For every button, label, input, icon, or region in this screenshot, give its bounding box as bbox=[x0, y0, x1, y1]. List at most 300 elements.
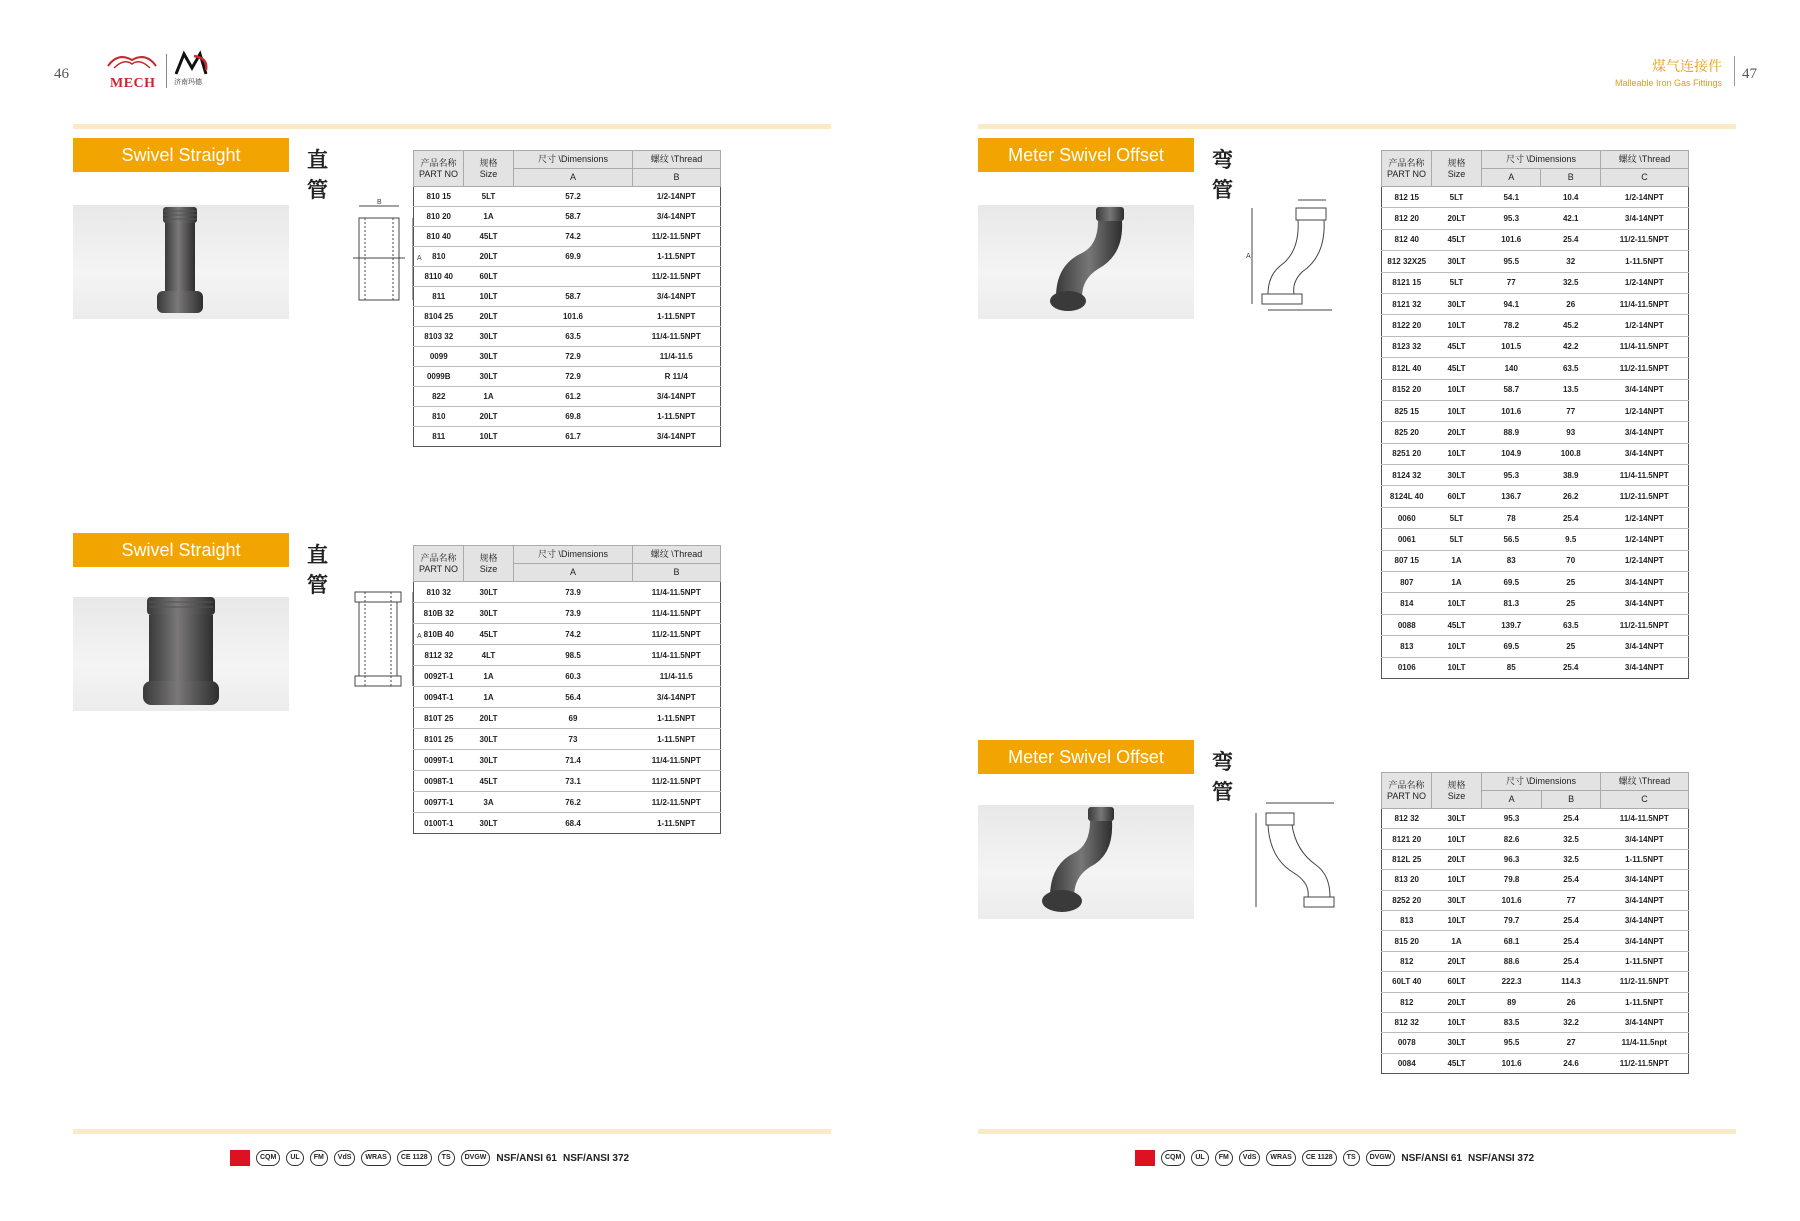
section-title-cn: 弯管 bbox=[1212, 751, 1233, 804]
cert-badge: CE 1128 bbox=[1302, 1150, 1337, 1166]
table-cell: 25.4 bbox=[1542, 951, 1601, 971]
svg-text:B: B bbox=[377, 199, 382, 206]
table-row bbox=[414, 792, 721, 813]
table-cell: 1/2-14NPT bbox=[1600, 507, 1688, 528]
table-cell: 95.5 bbox=[1482, 1033, 1542, 1053]
table-row bbox=[414, 247, 721, 267]
table-cell: 3/4-14NPT bbox=[632, 207, 720, 227]
table-cell: 101.6 bbox=[1482, 229, 1541, 250]
table-cell: 0099T-1 bbox=[414, 750, 464, 771]
table-row bbox=[1382, 1033, 1689, 1053]
col-size-en: Size bbox=[1447, 168, 1466, 179]
table-cell: 810 32 bbox=[414, 582, 464, 603]
table-cell: 88.6 bbox=[1482, 951, 1542, 971]
col-part-cn: 产品名称 bbox=[420, 157, 457, 168]
table-row bbox=[1382, 593, 1689, 614]
table-cell: 101.6 bbox=[514, 307, 633, 327]
col-b: B bbox=[632, 564, 720, 582]
table-row bbox=[1382, 931, 1689, 951]
col-part-cn: 产品名称 bbox=[1388, 779, 1425, 790]
table-cell: 810 bbox=[414, 407, 464, 427]
table-cell: 32.5 bbox=[1541, 272, 1600, 293]
cert-badge: VdS bbox=[1239, 1150, 1261, 1166]
spec-table bbox=[413, 545, 721, 834]
col-c: C bbox=[1600, 169, 1688, 187]
table-cell: 63.5 bbox=[1541, 358, 1600, 379]
cert-badge: FM bbox=[1215, 1150, 1233, 1166]
table-cell: 73 bbox=[514, 729, 633, 750]
table-cell: 61.2 bbox=[514, 387, 633, 407]
section-title-en: Swivel Straight bbox=[73, 533, 289, 567]
svg-text:A: A bbox=[417, 633, 422, 640]
table-cell: 76.2 bbox=[514, 792, 633, 813]
table-row bbox=[414, 327, 721, 347]
table-cell: 69.5 bbox=[1482, 572, 1541, 593]
top-rule-left bbox=[73, 124, 831, 129]
table-cell: 11/4-11.5NPT bbox=[1600, 465, 1688, 486]
table-row bbox=[1382, 657, 1689, 678]
table-cell: 25.4 bbox=[1542, 809, 1601, 829]
table-cell: 1/2-14NPT bbox=[1600, 315, 1688, 336]
table-cell: 812L 25 bbox=[1382, 849, 1432, 869]
table-cell: 11/4-11.5NPT bbox=[1600, 336, 1688, 357]
table-cell: 3/4-14NPT bbox=[1600, 870, 1688, 890]
table-cell: 10LT bbox=[1432, 657, 1482, 678]
col-a: A bbox=[514, 169, 633, 187]
table-cell: 20LT bbox=[1432, 849, 1482, 869]
table-cell: 60.3 bbox=[514, 666, 633, 687]
table-cell: 69.9 bbox=[514, 247, 633, 267]
table-row bbox=[1382, 529, 1689, 550]
table-cell: 11/2-11.5NPT bbox=[632, 227, 720, 247]
table-cell: 0088 bbox=[1382, 614, 1432, 635]
table-cell: 812 32 bbox=[1382, 809, 1432, 829]
table-cell: 813 20 bbox=[1382, 870, 1432, 890]
col-size-en: Size bbox=[479, 563, 498, 574]
table-cell: 11/2-11.5NPT bbox=[1600, 614, 1688, 635]
table-cell: 0098T-1 bbox=[414, 771, 464, 792]
table-cell: 26.2 bbox=[1541, 486, 1600, 507]
logo-text: MECH bbox=[110, 76, 156, 91]
table-cell: 25.4 bbox=[1542, 910, 1601, 930]
table-row bbox=[1382, 293, 1689, 314]
table-cell: 810 15 bbox=[414, 187, 464, 207]
table-cell: 94.1 bbox=[1482, 293, 1541, 314]
table-cell: 810 40 bbox=[414, 227, 464, 247]
table-cell: 69 bbox=[514, 708, 633, 729]
table-row bbox=[1382, 890, 1689, 910]
table-row bbox=[1382, 972, 1689, 992]
col-part-cn: 产品名称 bbox=[1388, 157, 1425, 168]
table-cell: 57.2 bbox=[514, 187, 633, 207]
table-cell: 3/4-14NPT bbox=[1600, 829, 1688, 849]
col-dimensions: 尺寸 \Dimensions bbox=[1482, 773, 1601, 791]
table-cell: 101.6 bbox=[1482, 400, 1541, 421]
table-cell: 32.2 bbox=[1542, 1012, 1601, 1032]
svg-text:A: A bbox=[417, 255, 422, 262]
table-cell: 56.5 bbox=[1482, 529, 1541, 550]
table-cell: 20LT bbox=[1432, 208, 1482, 229]
table-row bbox=[1382, 870, 1689, 890]
table-cell: 8121 20 bbox=[1382, 829, 1432, 849]
col-b: B bbox=[1541, 169, 1600, 187]
section-title-en: Meter Swivel Offset bbox=[978, 138, 1194, 172]
table-cell: 1-11.5NPT bbox=[1600, 849, 1688, 869]
table-cell: 3/4-14NPT bbox=[1600, 443, 1688, 464]
table-cell: 45LT bbox=[1432, 229, 1482, 250]
table-cell: 69.5 bbox=[1482, 636, 1541, 657]
table-row bbox=[1382, 443, 1689, 464]
table-cell: 45LT bbox=[1432, 336, 1482, 357]
product-photo bbox=[73, 597, 289, 711]
table-cell: 30LT bbox=[464, 750, 514, 771]
table-cell: 5LT bbox=[1432, 187, 1482, 208]
table-row bbox=[1382, 465, 1689, 486]
table-cell: 10LT bbox=[464, 287, 514, 307]
table-cell: 60LT bbox=[1432, 972, 1482, 992]
table-row bbox=[414, 187, 721, 207]
table-cell: 8103 32 bbox=[414, 327, 464, 347]
table-row bbox=[414, 624, 721, 645]
table-cell: 45LT bbox=[464, 771, 514, 792]
col-size-cn: 规格 bbox=[479, 157, 498, 168]
table-cell: 11/4-11.5NPT bbox=[632, 582, 720, 603]
table-cell: 3/4-14NPT bbox=[1600, 931, 1688, 951]
table-cell: 45LT bbox=[464, 624, 514, 645]
right-page-number: 47 bbox=[1742, 66, 1757, 82]
table-cell: 813 bbox=[1382, 636, 1432, 657]
table-row bbox=[1382, 809, 1689, 829]
table-cell: 25.4 bbox=[1541, 657, 1600, 678]
table-cell: 20LT bbox=[464, 307, 514, 327]
table-cell: 85 bbox=[1482, 657, 1541, 678]
table-cell: 11/4-11.5NPT bbox=[1600, 809, 1688, 829]
table-cell: 11/2-11.5NPT bbox=[632, 771, 720, 792]
table-cell: R 11/4 bbox=[632, 367, 720, 387]
table-cell: 68.4 bbox=[514, 813, 633, 834]
cert-badge: NSF/ANSI 61 bbox=[1401, 1152, 1462, 1164]
table-cell: 1-11.5NPT bbox=[632, 247, 720, 267]
table-row bbox=[1382, 829, 1689, 849]
table-row bbox=[414, 729, 721, 750]
table-cell: 10LT bbox=[1432, 315, 1482, 336]
cert-badge: WRAS bbox=[1266, 1150, 1295, 1166]
table-cell: 8121 32 bbox=[1382, 293, 1432, 314]
table-cell: 60LT bbox=[1432, 486, 1482, 507]
table-cell: 814 bbox=[1382, 593, 1432, 614]
table-row bbox=[414, 771, 721, 792]
table-cell: 3/4-14NPT bbox=[1600, 910, 1688, 930]
product-photo bbox=[978, 805, 1194, 919]
table-cell: 11/4-11.5NPT bbox=[632, 750, 720, 771]
table-cell: 11/2-11.5NPT bbox=[1600, 1053, 1688, 1073]
col-a: A bbox=[1482, 791, 1542, 809]
table-row bbox=[414, 708, 721, 729]
table-row bbox=[1382, 251, 1689, 272]
table-cell: 8101 25 bbox=[414, 729, 464, 750]
table-cell: 810B 40 bbox=[414, 624, 464, 645]
table-row bbox=[1382, 422, 1689, 443]
section-title-cn: 直管 bbox=[307, 149, 328, 202]
table-row bbox=[414, 387, 721, 407]
table-cell: 1A bbox=[464, 666, 514, 687]
col-thread: 螺纹 \Thread bbox=[1600, 773, 1688, 791]
spec-table bbox=[1381, 772, 1689, 1074]
table-cell: 1-11.5NPT bbox=[632, 708, 720, 729]
table-cell: 20LT bbox=[1432, 951, 1482, 971]
table-cell: 25.4 bbox=[1541, 507, 1600, 528]
table-cell: 1/2-14NPT bbox=[1600, 187, 1688, 208]
table-cell: 77 bbox=[1542, 890, 1601, 910]
table-cell: 3/4-14NPT bbox=[1600, 1012, 1688, 1032]
table-cell: 95.3 bbox=[1482, 809, 1542, 829]
table-cell: 3/4-14NPT bbox=[632, 387, 720, 407]
table-cell: 11/4-11.5 bbox=[632, 347, 720, 367]
table-row bbox=[414, 645, 721, 666]
table-row bbox=[1382, 1012, 1689, 1032]
table-cell: 10LT bbox=[1432, 870, 1482, 890]
table-cell: 25 bbox=[1541, 572, 1600, 593]
table-cell: 1/2-14NPT bbox=[1600, 400, 1688, 421]
table-cell: 11/2-11.5NPT bbox=[632, 624, 720, 645]
col-thread: 螺纹 \Thread bbox=[1600, 151, 1688, 169]
table-cell: 73.9 bbox=[514, 582, 633, 603]
table-cell: 83 bbox=[1482, 550, 1541, 571]
table-row bbox=[414, 582, 721, 603]
table-cell bbox=[514, 267, 633, 287]
table-row bbox=[1382, 550, 1689, 571]
table-cell: 10LT bbox=[1432, 636, 1482, 657]
table-cell: 825 20 bbox=[1382, 422, 1432, 443]
table-cell: 63.5 bbox=[1541, 614, 1600, 635]
table-cell: 68.1 bbox=[1482, 931, 1542, 951]
table-cell: 11/4-11.5NPT bbox=[1600, 293, 1688, 314]
table-cell: 79.8 bbox=[1482, 870, 1542, 890]
certification-strip-left bbox=[230, 1150, 629, 1166]
table-row bbox=[414, 307, 721, 327]
table-row bbox=[1382, 358, 1689, 379]
logo-subtext: 济南玛德 bbox=[174, 79, 202, 86]
bottom-rule-left bbox=[73, 1129, 831, 1134]
col-part-en: PART NO bbox=[1386, 168, 1426, 179]
table-cell: 11/2-11.5NPT bbox=[632, 792, 720, 813]
table-cell: 88.9 bbox=[1482, 422, 1541, 443]
table-cell: 82.6 bbox=[1482, 829, 1542, 849]
table-cell: 0061 bbox=[1382, 529, 1432, 550]
table-cell: 139.7 bbox=[1482, 614, 1541, 635]
table-cell: 81.3 bbox=[1482, 593, 1541, 614]
table-cell: 812 bbox=[1382, 951, 1432, 971]
table-cell: 30LT bbox=[464, 327, 514, 347]
table-cell: 78 bbox=[1482, 507, 1541, 528]
table-cell: 25 bbox=[1541, 593, 1600, 614]
table-cell: 11/4-11.5NPT bbox=[632, 327, 720, 347]
table-cell: 10LT bbox=[464, 427, 514, 447]
top-rule-right bbox=[978, 124, 1736, 129]
table-cell: 825 15 bbox=[1382, 400, 1432, 421]
table-cell: 93 bbox=[1541, 422, 1600, 443]
table-row bbox=[1382, 636, 1689, 657]
table-row bbox=[1382, 229, 1689, 250]
table-cell: 98.5 bbox=[514, 645, 633, 666]
meter-swivel-offset-fitting-icon bbox=[978, 805, 1194, 919]
cert-badge: UL bbox=[286, 1150, 303, 1166]
table-cell: 807 bbox=[1382, 572, 1432, 593]
cert-badge: NSF/ANSI 372 bbox=[1467, 1152, 1535, 1164]
table-cell: 32 bbox=[1541, 251, 1600, 272]
table-row bbox=[1382, 208, 1689, 229]
table-cell: 63.5 bbox=[514, 327, 633, 347]
table-cell: 140 bbox=[1482, 358, 1541, 379]
cert-badge: CQM bbox=[1161, 1150, 1185, 1166]
table-cell: 25.4 bbox=[1542, 931, 1601, 951]
table-body bbox=[414, 187, 721, 447]
table-cell: 0094T-1 bbox=[414, 687, 464, 708]
table-cell: 30LT bbox=[1432, 809, 1482, 829]
table-body bbox=[414, 582, 721, 834]
table-cell: 8152 20 bbox=[1382, 379, 1432, 400]
table-cell: 810B 32 bbox=[414, 603, 464, 624]
section-title-cn: 弯管 bbox=[1212, 149, 1233, 202]
table-cell: 42.2 bbox=[1541, 336, 1600, 357]
table-cell: 11/2-11.5NPT bbox=[1600, 358, 1688, 379]
table-cell: 54.1 bbox=[1482, 187, 1541, 208]
table-cell: 1A bbox=[464, 687, 514, 708]
table-cell: 30LT bbox=[1432, 251, 1482, 272]
table-cell: 5LT bbox=[1432, 529, 1482, 550]
table-cell: 30LT bbox=[464, 603, 514, 624]
table-row bbox=[1382, 849, 1689, 869]
table-cell: 11/2-11.5NPT bbox=[1600, 486, 1688, 507]
table-cell: 26 bbox=[1542, 992, 1601, 1012]
table-cell: 56.4 bbox=[514, 687, 633, 708]
table-cell: 25 bbox=[1541, 636, 1600, 657]
col-part-cn: 产品名称 bbox=[420, 552, 457, 563]
table-cell: 3/4-14NPT bbox=[632, 687, 720, 708]
table-cell: 812 32 bbox=[1382, 1012, 1432, 1032]
table-cell: 0099B bbox=[414, 367, 464, 387]
svg-text:A: A bbox=[1246, 253, 1251, 260]
table-cell: 8112 32 bbox=[414, 645, 464, 666]
table-cell: 45LT bbox=[1432, 1053, 1482, 1073]
product-photo bbox=[978, 205, 1194, 319]
table-cell: 4LT bbox=[464, 645, 514, 666]
col-thread: 螺纹 \Thread bbox=[632, 546, 720, 564]
table-cell: 27 bbox=[1542, 1033, 1601, 1053]
dimension-drawing-icon bbox=[1250, 799, 1350, 921]
table-cell: 100.8 bbox=[1541, 443, 1600, 464]
table-cell: 30LT bbox=[464, 729, 514, 750]
certification-strip-right bbox=[1135, 1150, 1534, 1166]
col-b: B bbox=[1542, 791, 1601, 809]
cert-badge: FM bbox=[310, 1150, 328, 1166]
swivel-straight-fitting-icon bbox=[73, 205, 289, 319]
table-cell: 815 20 bbox=[1382, 931, 1432, 951]
table-cell: 812 15 bbox=[1382, 187, 1432, 208]
table-cell: 89 bbox=[1482, 992, 1542, 1012]
md-logo-icon bbox=[172, 50, 212, 76]
col-thread: 螺纹 \Thread bbox=[632, 151, 720, 169]
table-cell: 822 bbox=[414, 387, 464, 407]
table-cell: 25.4 bbox=[1542, 870, 1601, 890]
table-cell: 812 20 bbox=[1382, 208, 1432, 229]
table-row bbox=[1382, 507, 1689, 528]
table-cell: 11/2-11.5NPT bbox=[1600, 229, 1688, 250]
table-row bbox=[414, 347, 721, 367]
table-row bbox=[1382, 379, 1689, 400]
cert-badge: CE 1128 bbox=[397, 1150, 432, 1166]
col-a: A bbox=[1482, 169, 1541, 187]
table-cell: 30LT bbox=[464, 582, 514, 603]
table-row bbox=[414, 750, 721, 771]
table-cell: 30LT bbox=[1432, 293, 1482, 314]
table-cell: 30LT bbox=[1432, 1033, 1482, 1053]
table-row bbox=[1382, 486, 1689, 507]
spec-table bbox=[413, 150, 721, 447]
col-b: B bbox=[632, 169, 720, 187]
col-dimensions: 尺寸 \Dimensions bbox=[514, 546, 633, 564]
table-cell: 1-11.5NPT bbox=[1600, 992, 1688, 1012]
table-cell: 20LT bbox=[1432, 422, 1482, 443]
table-cell: 8251 20 bbox=[1382, 443, 1432, 464]
table-cell: 9.5 bbox=[1541, 529, 1600, 550]
table-cell: 58.7 bbox=[514, 287, 633, 307]
table-cell: 45LT bbox=[1432, 614, 1482, 635]
catalog-title-en: Malleable Iron Gas Fittings bbox=[1614, 78, 1722, 88]
table-cell: 72.9 bbox=[514, 367, 633, 387]
table-row bbox=[1382, 910, 1689, 930]
swivel-straight-fitting-icon bbox=[73, 597, 289, 711]
table-cell: 222.3 bbox=[1482, 972, 1542, 992]
table-cell: 5LT bbox=[1432, 507, 1482, 528]
table-cell: 1-11.5NPT bbox=[1600, 951, 1688, 971]
spec-table bbox=[1381, 150, 1689, 679]
table-cell: 0097T-1 bbox=[414, 792, 464, 813]
table-cell: 10LT bbox=[1432, 379, 1482, 400]
table-cell: 10LT bbox=[1432, 910, 1482, 930]
table-cell: 811 bbox=[414, 287, 464, 307]
table-cell: 812L 40 bbox=[1382, 358, 1432, 379]
table-cell: 79.7 bbox=[1482, 910, 1542, 930]
table-cell: 71.4 bbox=[514, 750, 633, 771]
col-size-cn: 规格 bbox=[479, 552, 498, 563]
table-cell: 11/2-11.5NPT bbox=[1600, 972, 1688, 992]
cert-badge: WRAS bbox=[361, 1150, 390, 1166]
table-cell: 1A bbox=[1432, 572, 1482, 593]
table-row bbox=[414, 603, 721, 624]
table-cell: 95.5 bbox=[1482, 251, 1541, 272]
table-cell: 8252 20 bbox=[1382, 890, 1432, 910]
table-cell: 3/4-14NPT bbox=[632, 287, 720, 307]
table-cell: 32.5 bbox=[1542, 849, 1601, 869]
table-cell: 1/2-14NPT bbox=[1600, 550, 1688, 571]
table-cell: 30LT bbox=[1432, 465, 1482, 486]
col-c: C bbox=[1600, 791, 1688, 809]
table-cell: 3/4-14NPT bbox=[1600, 890, 1688, 910]
table-cell: 20LT bbox=[464, 708, 514, 729]
table-cell: 1-11.5NPT bbox=[632, 813, 720, 834]
table-cell: 77 bbox=[1541, 400, 1600, 421]
table-cell: 8110 40 bbox=[414, 267, 464, 287]
red-badge-icon bbox=[1135, 1150, 1155, 1166]
table-cell: 3A bbox=[464, 792, 514, 813]
dimension-drawing-icon bbox=[1246, 196, 1346, 318]
table-cell: 32.5 bbox=[1542, 829, 1601, 849]
table-cell: 1-11.5NPT bbox=[632, 307, 720, 327]
table-cell: 20LT bbox=[464, 407, 514, 427]
table-row bbox=[414, 367, 721, 387]
table-cell: 73.9 bbox=[514, 603, 633, 624]
